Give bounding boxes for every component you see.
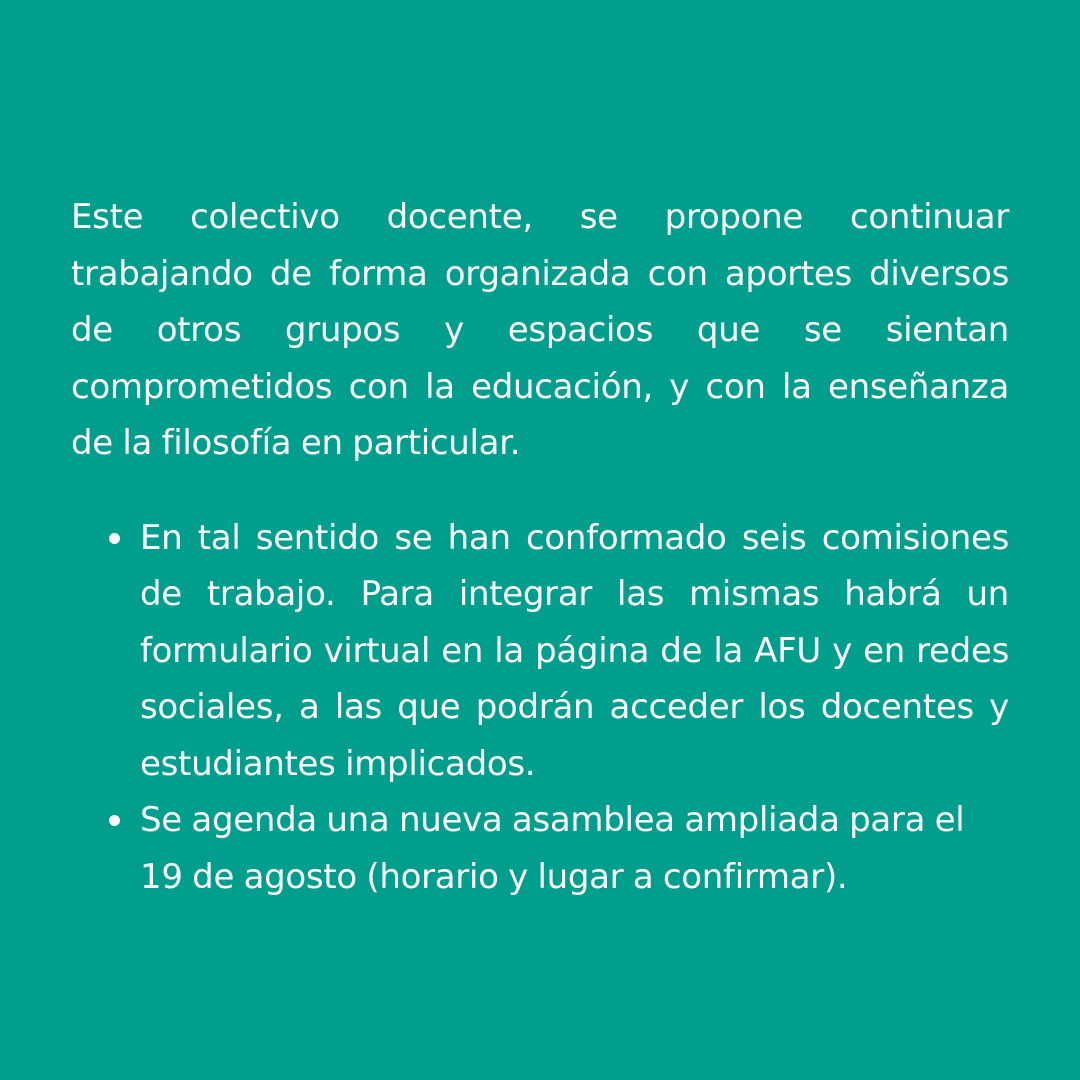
bullet-dot-icon (109, 533, 120, 544)
announcement-body (71, 189, 1009, 905)
bullet-text-commissions: En tal sentido se han conformado seis comisiones de trabajo. Para integrar las mismas habrá un formulario virtual en la página de la AFU y en redes sociales, a las que podrán acceder los docentes y estudiantes implicados. (140, 517, 1009, 784)
bullet-text-assembly: Se agenda una nueva asamblea ampliada para el 19 de agosto (horario y lugar a confirmar). (140, 800, 965, 897)
intro-paragraph: Este colectivo docente, se propone continuar trabajando de forma organizada con aportes diversos de otros grupos y espacios que se sientan comprometidos con la educación, y con la enseñanza de la filosofía en particular. (71, 197, 1009, 463)
bullet-dot-icon (109, 815, 120, 826)
bullet-list (71, 510, 1009, 906)
bullet-item-assembly (71, 792, 1009, 905)
bullet-item-commissions (71, 510, 1009, 793)
